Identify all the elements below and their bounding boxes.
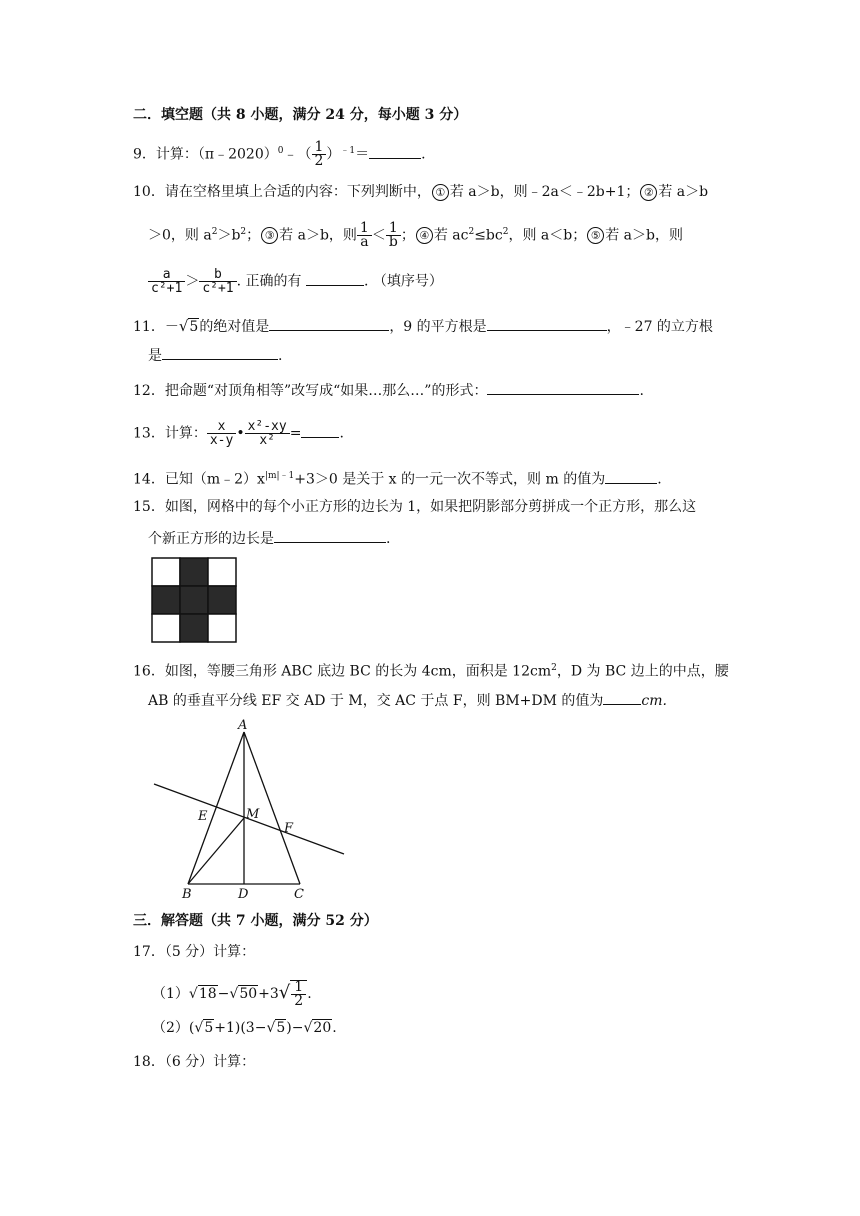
q14-text-a: 已知（m﹣2）x (164, 471, 265, 488)
q10-fraction-b (199, 268, 236, 295)
q9-frac-den: 2 (314, 153, 324, 169)
q9-exponent-0: 0 (277, 145, 284, 156)
q13-answer-blank[interactable] (301, 423, 339, 438)
q10-line2-c: ； (246, 227, 261, 244)
q18-text: （6 分）计算： (164, 1054, 256, 1070)
grid-cell (180, 558, 208, 586)
q11-text-a: 的绝对值是 (199, 319, 270, 335)
question-16-line-2 (148, 690, 667, 710)
q15-answer-blank[interactable] (274, 528, 386, 543)
q10-fraction-1-over-a (357, 222, 372, 249)
q12-answer-blank[interactable] (487, 380, 639, 395)
section-3-heading: 三．解答题（共 7 小题，满分 52 分） (133, 913, 378, 929)
q11-text-c: ，﹣27 的立方根 (606, 319, 713, 335)
grid-cell (208, 558, 236, 586)
q13-dot: • (236, 425, 245, 442)
q10-statement-4a: 若 ac (433, 227, 469, 244)
grid-cell (208, 586, 236, 614)
q10-square-d: 2 (502, 226, 509, 237)
label-A: A (238, 718, 248, 733)
radical-icon: √ (178, 317, 189, 335)
q11-number: 11． (133, 319, 165, 335)
q11-text-b: ，9 的平方根是 (389, 319, 487, 335)
question-13 (133, 420, 344, 447)
q13-f2-num: x²-xy (245, 420, 290, 434)
q10-statement-1: 若 a＞b，则﹣2a＜﹣2b+1； (449, 184, 640, 200)
question-17-part-1 (152, 980, 312, 1008)
label-D: D (238, 887, 249, 902)
grid-cell (180, 586, 208, 614)
q10-line2-a: ＞0，则 a (148, 227, 212, 244)
q10-square-a: 2 (211, 226, 218, 237)
q10-correct-prompt: . 正确的有 (236, 273, 302, 290)
q9-number: 9． (133, 146, 156, 163)
q10-fill-index: . （填序号） (363, 273, 443, 290)
line-BM (188, 818, 244, 884)
q16-answer-blank[interactable] (603, 690, 641, 705)
q17-p1-label: （1） (152, 986, 189, 1002)
q16-text-1: 如图，等腰三角形 ABC 底边 BC 的长为 4cm，面积是 12cm (164, 663, 552, 680)
label-C: C (294, 887, 304, 902)
question-15-line-1 (133, 498, 696, 516)
q17-text: （5 分）计算： (164, 944, 256, 960)
q9-frac-num: 1 (312, 141, 327, 155)
q10-line2-b: ＞b (217, 227, 241, 244)
q9-text-c: ） (326, 146, 341, 163)
question-17-part-2 (152, 1019, 337, 1037)
q17-p2-end: . (332, 1020, 337, 1036)
q14-number: 14． (133, 471, 165, 488)
grid-cell (152, 614, 180, 642)
q10-number: 10． (133, 184, 165, 200)
q12-number: 12． (133, 383, 165, 399)
q13-fraction-2 (245, 420, 290, 447)
q11-blank-2[interactable] (487, 316, 607, 331)
q15-text-2: 个新正方形的边长是 (148, 531, 274, 547)
q9-text-b: ﹣（ (283, 146, 312, 163)
q10-statement-2: 若 a＞b (658, 184, 709, 200)
q16-triangle-figure (148, 716, 348, 902)
q11-end: . (278, 348, 283, 364)
q13-f1-den: x-y (209, 433, 234, 448)
q14-end: . (657, 471, 662, 488)
q10-f1-den: a (360, 234, 369, 250)
question-14 (133, 467, 662, 489)
q10-less-than: ＜ (371, 227, 386, 244)
q10-statement-5: 若 a＞b，则 (605, 227, 683, 244)
q10-square-c: 2 (468, 226, 475, 237)
q13-f2-den: x² (259, 433, 275, 448)
q13-f1-num: x (207, 420, 236, 434)
q10-square-b: 2 (240, 226, 247, 237)
q15-grid-figure (150, 556, 238, 646)
question-11-line-1 (133, 316, 713, 336)
q10-statement-3: 若 a＞b，则 (279, 227, 357, 244)
q10-fraction-a (148, 268, 185, 295)
question-16-line-1 (133, 659, 729, 681)
q12-end: . (639, 383, 644, 399)
q17-p1-end: . (307, 986, 312, 1002)
q11-text-d: 是 (148, 348, 162, 364)
q10-fraction-1-over-b (386, 222, 401, 249)
q13-end: . (339, 425, 344, 442)
question-10-line-1 (133, 183, 708, 201)
question-10-line-3 (148, 268, 443, 295)
grid-cell (208, 614, 236, 642)
radical-icon: √ (229, 986, 239, 1002)
q10-circle-5: ⑤ (587, 227, 604, 244)
radical-icon: √ (188, 986, 198, 1002)
q17-p2-mid: +1)(3− (214, 1020, 267, 1036)
q9-exponent-neg1: ﹣1 (340, 145, 356, 156)
q17-p2-radicand-1: 5 (204, 1020, 214, 1036)
q17-p2-close: )− (286, 1020, 304, 1036)
radical-icon: √ (194, 1020, 204, 1036)
question-11-line-2 (148, 345, 282, 365)
q9-answer-blank[interactable] (369, 144, 421, 159)
q10-circle-3: ③ (261, 227, 278, 244)
q11-blank-1[interactable] (269, 316, 389, 331)
question-9 (133, 141, 426, 168)
q11-blank-3[interactable] (162, 345, 278, 360)
q17-p1-frac-num: 1 (291, 981, 306, 995)
q13-text: 计算： (164, 425, 207, 442)
q17-p1-minus: − (217, 986, 230, 1002)
question-18 (133, 1053, 255, 1071)
q17-p2-radicand-3: 20 (313, 1020, 332, 1036)
q10-f4-num: b (199, 268, 236, 282)
radical-icon: √ (303, 1020, 313, 1036)
q10-statement-4c: ，则 a＜b； (508, 227, 587, 244)
q17-p2-radicand-2: 5 (276, 1020, 286, 1036)
q17-p1-frac-den: 2 (294, 993, 304, 1009)
q17-p1-radicand-1: 18 (198, 986, 217, 1002)
question-10-line-2 (148, 222, 683, 249)
q13-number: 13． (133, 425, 165, 442)
q10-intro: 请在空格里填上合适的内容：下列判断中， (164, 184, 431, 200)
q12-text: 把命题“对顶角相等”改写成“如果…那么…”的形式： (164, 383, 488, 399)
q15-number: 15． (133, 499, 165, 515)
question-17 (133, 943, 255, 961)
q10-circle-1: ① (432, 184, 449, 201)
q10-statement-4b: ≤bc (474, 227, 503, 244)
q11-radicand: 5 (189, 319, 199, 335)
q10-semicolon: ； (400, 227, 415, 244)
q17-p2-open: ( (188, 1020, 195, 1036)
q17-p1-fraction (290, 980, 307, 1008)
q14-exponent: |m|﹣1 (264, 471, 295, 481)
question-15-line-2 (148, 528, 390, 548)
q9-fraction (312, 141, 327, 168)
q17-p2-label: （2） (152, 1020, 189, 1036)
q16-text-1b: ，D 为 BC 边上的中点，腰 (556, 663, 729, 680)
q9-text: 计算：（π﹣2020） (155, 146, 278, 163)
q10-f3-den: c²+1 (151, 281, 183, 296)
radical-icon: √ (266, 1020, 276, 1036)
q10-circle-4: ④ (416, 227, 433, 244)
q17-p1-radicand-2: 50 (239, 986, 258, 1002)
q13-equals: = (289, 425, 302, 442)
question-12 (133, 380, 644, 400)
line-AB (188, 732, 244, 884)
q15-end: . (386, 531, 391, 547)
q10-f2-num: 1 (386, 222, 401, 236)
label-B: B (182, 887, 192, 902)
label-F: F (284, 821, 294, 836)
q10-f4-den: c²+1 (202, 281, 234, 296)
q16-unit: cm. (641, 693, 667, 709)
label-M: M (246, 807, 260, 822)
q14-text-b: +3＞0 是关于 x 的一元一次不等式，则 m 的值为 (294, 471, 606, 488)
q18-number: 18． (133, 1054, 165, 1070)
q10-answer-blank[interactable] (306, 271, 364, 286)
q10-f2-den: b (388, 234, 398, 250)
q16-number: 16． (133, 663, 165, 680)
q16-square: 2 (551, 663, 557, 673)
grid-cell (180, 614, 208, 642)
q11-minus: － (164, 319, 179, 335)
q10-circle-2: ② (640, 184, 657, 201)
q13-fraction-1 (207, 420, 236, 447)
q9-equals: ＝ (355, 146, 370, 163)
radical-icon: √ (278, 982, 291, 1003)
q10-f3-num: a (148, 268, 185, 282)
q14-answer-blank[interactable] (605, 469, 657, 484)
section-2-heading: 二．填空题（共 8 小题，满分 24 分，每小题 3 分） (133, 107, 468, 123)
label-E: E (198, 809, 208, 824)
q17-p1-plus3: +3 (258, 986, 279, 1002)
grid-cell (152, 586, 180, 614)
q10-f1-num: 1 (357, 222, 372, 236)
q10-greater-than: ＞ (185, 273, 200, 290)
q16-text-2: AB 的垂直平分线 EF 交 AD 于 M，交 AC 于点 F，则 BM+DM 的值为 (148, 693, 604, 709)
q15-text-1: 如图，网格中的每个小正方形的边长为 1，如果把阴影部分剪拼成一个正方形，那么这 (164, 499, 697, 515)
q17-number: 17． (133, 944, 165, 960)
grid-cell (152, 558, 180, 586)
q9-end: . (421, 146, 426, 163)
